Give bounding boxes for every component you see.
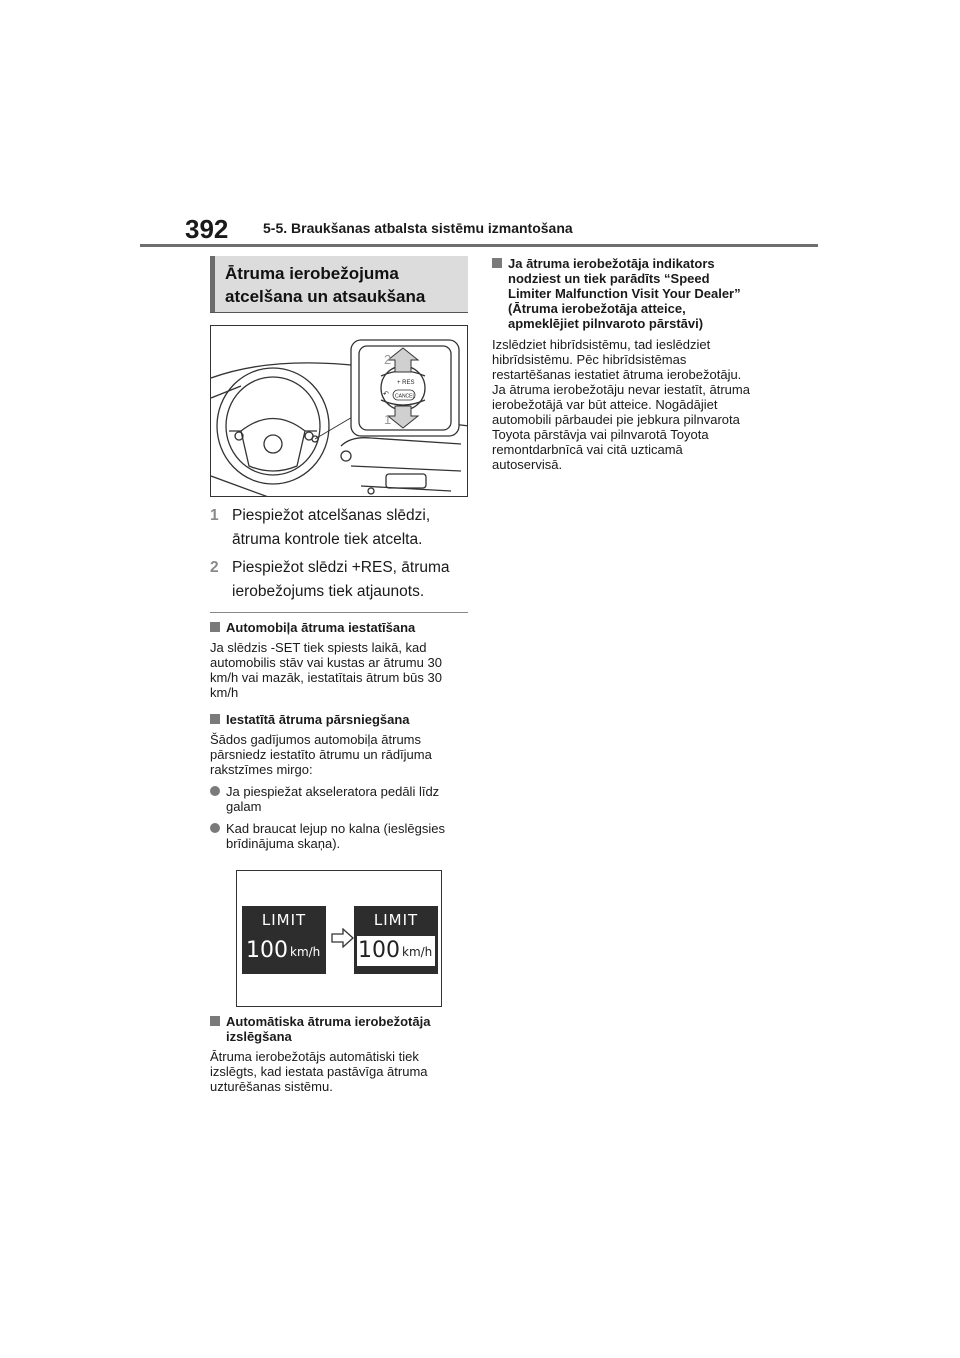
malfunction-note	[492, 256, 750, 472]
section-title-line1: Ātruma ierobežojuma	[225, 264, 399, 283]
callout-1: 1	[384, 412, 392, 427]
steps-list	[210, 504, 472, 607]
exceeding-heading: Iestatītā ātruma pārsniegšana	[210, 712, 468, 727]
step-text: Piespiežot atcelšanas slēdzi, ātruma kontrole tiek atcelta.	[232, 507, 431, 548]
exceeding-text: Šādos gadījumos automobiļa ātrums pārsniedz iestatīto ātrumu un rādījuma rakstzīmes mirgo:	[210, 732, 432, 777]
section-divider	[210, 312, 468, 313]
exceeding-bullet: Ja piespiežat akseleratora pedāli līdz galam	[210, 784, 468, 814]
res-switch-label: + RES	[397, 380, 415, 386]
section-title-line2: atcelšana un atsaukšana	[225, 287, 426, 306]
steering-wheel-drawing	[211, 326, 468, 497]
exceeding-bullet: Kad braucat lejup no kalna (ieslēgsies brīdinājuma skaņa).	[210, 821, 468, 851]
limit-display-flashing	[354, 906, 438, 974]
limit-speed: 100	[246, 938, 288, 963]
limit-speed: 100	[358, 938, 400, 963]
step-number: 2	[210, 559, 219, 576]
setting-heading: Automobiļa ātruma iestatīšana	[210, 620, 468, 635]
callout-2: 2	[384, 352, 392, 367]
arrow-right-icon	[331, 928, 355, 948]
limit-unit: km/h	[402, 945, 433, 959]
limit-label: LIMIT	[373, 911, 419, 929]
limit-label: LIMIT	[261, 911, 307, 929]
notes-divider	[210, 612, 468, 613]
step-item	[210, 556, 472, 604]
steering-wheel-illustration	[210, 325, 468, 497]
section-title-box	[210, 256, 468, 312]
setting-text: Ja slēdzis -SET tiek spiests laikā, kad automobilis stāv vai kustas ar ātrumu 30 km/h vai mazāk, iestatītais ātrum būs 30 km/h	[210, 640, 442, 700]
auto-off-note	[210, 1014, 468, 1094]
cancel-switch-label: CANCEL	[395, 393, 416, 400]
setting-note	[210, 620, 468, 700]
limit-unit: km/h	[290, 945, 321, 959]
chapter-header: 5-5. Braukšanas atbalsta sistēmu izmantošana	[263, 220, 573, 236]
auto-off-heading: Automātiska ātruma ierobežotāja izslēgšana	[210, 1014, 468, 1044]
step-number: 1	[210, 507, 219, 524]
malfunction-heading: Ja ātruma ierobežotāja indikators nodziest un tiek parādīts “Speed Limiter Malfunction Visit Your Dealer” (Ātruma ierobežotāja atteice, apmeklējiet pilnvaroto pārstāvi)	[492, 256, 750, 331]
limit-display-normal	[242, 906, 326, 974]
exceeding-note	[210, 712, 468, 851]
step-text: Piespiežot slēdzi +RES, ātruma ierobežojums tiek atjaunots.	[232, 559, 450, 600]
step-item	[210, 504, 472, 552]
auto-off-text: Ātruma ierobežotājs automātiski tiek izslēgts, kad iestata pastāvīga ātruma uzturēšanas sistēmu.	[210, 1049, 428, 1094]
malfunction-text-2: Ja ātruma ierobežotāju nevar iestatīt, ātruma ierobežotājā var būt atteice. Nogādājiet automobili pārbaudei pie jebkura pilnvarota Toyota pārstāvja vai pilnvarotā Toyota remontdarbnīcā vai citā uzticamā autoservisā.	[492, 382, 750, 472]
malfunction-text-1: Izslēdziet hibrīdsistēmu, tad ieslēdziet hibrīdsistēmu. Pēc hibrīdsistēmas restartēšanas iestatiet ātruma ierobežotāju.	[492, 337, 742, 382]
page-number: 392	[185, 214, 229, 244]
svg-text:↶: ↶	[383, 390, 389, 398]
limit-display-illustration	[236, 870, 442, 1007]
header-divider	[140, 244, 818, 247]
